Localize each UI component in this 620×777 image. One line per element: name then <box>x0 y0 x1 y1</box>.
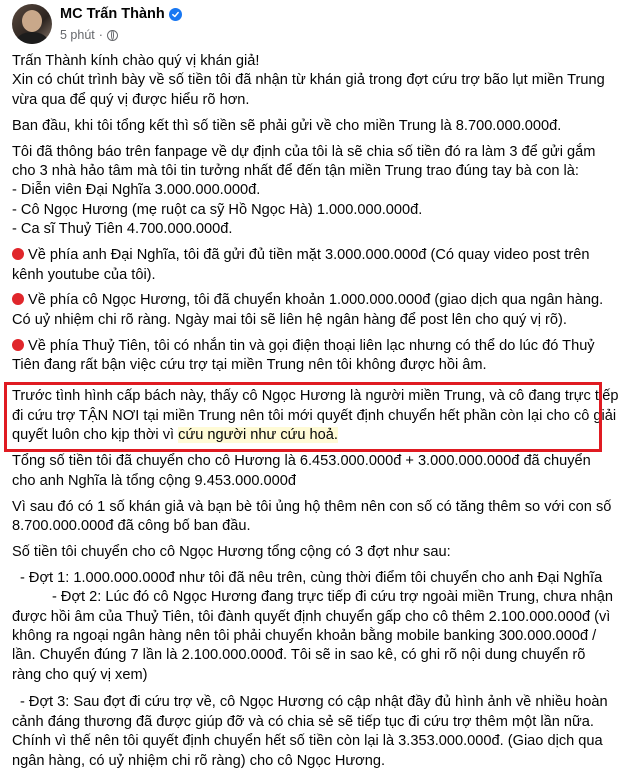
text-line: Tiên đang rất bận việc cứu trợ tại miền Trung nên tôi không được hồi âm. <box>12 357 487 374</box>
globe-icon[interactable] <box>107 30 118 41</box>
paragraph-initial-total <box>12 117 612 136</box>
text-line: 8.700.000.000đ đã công bố ban đầu. <box>12 518 251 535</box>
text-line: vừa qua để quý vị được hiểu rõ hơn. <box>12 91 250 108</box>
text-line: Xin có chút trình bày về số tiền tôi đã nhận từ khán giả trong đợt cứu trợ bão lụt miền Trung <box>12 72 605 89</box>
paragraph-thuy-tien <box>12 337 612 376</box>
text-line: đi cứu trợ TẬN NƠI tại miền Trung nên tôi mới quyết định chuyển hết phần còn lại cho cô giải <box>12 407 617 424</box>
text-line: Vì sau đó có 1 số khán giả và bạn bè tôi ủng hộ thêm nên con số có tăng thêm so với con số <box>12 498 612 515</box>
text-line: Trước tình hình cấp bách này, thấy cô Ngọc Hương là người miền Trung, và cô đang trực tiếp <box>12 388 619 405</box>
text-line: không ra ngoại ngân hàng nên tôi phải chuyển khoản bằng mobile banking 300.000.000đ / <box>12 628 597 645</box>
text-segment: quyết luôn cho kịp thời vì <box>12 426 175 443</box>
text-line: cho anh Nghĩa là tổng cộng 9.453.000.000đ <box>12 472 297 489</box>
red-circle-icon <box>12 248 24 260</box>
red-circle-icon <box>12 293 24 305</box>
text-line: Có uỷ nhiệm chi rõ ràng. Ngày mai tôi sẽ liên hệ ngân hàng để post lên cho quý vị rõ). <box>12 311 567 328</box>
post-subline <box>60 26 182 44</box>
paragraph-total-transferred <box>12 452 612 491</box>
text-line: Chính vì thế nên tôi quyết định chuyển hết số tiền còn lại là 3.353.000.000đ. (Giao dịch qua <box>12 733 603 750</box>
text-line: Tôi đã thông báo trên fanpage về dự định của tôi là sẽ chia số tiền đó ra làm 3 để gửi gắm <box>12 143 596 160</box>
text-line <box>12 337 612 356</box>
red-circle-icon <box>12 339 24 351</box>
text-line: Ban đầu, khi tôi tổng kết thì số tiền sẽ phải gửi về cho miền Trung là 8.700.000.000đ. <box>12 117 562 134</box>
highlighted-text: cứu người như cứu hoả. <box>178 426 338 443</box>
paragraph-installments-1-2 <box>12 569 612 685</box>
list-item: - Cô Ngọc Hương (mẹ ruột ca sỹ Hồ Ngọc Hà) 1.000.000.000đ. <box>12 201 423 218</box>
list-item: - Ca sĩ Thuỷ Tiên 4.700.000.000đ. <box>12 221 233 238</box>
list-item: - Đợt 1: 1.000.000.000đ như tôi đã nêu trên, cùng thời điểm tôi chuyển cho anh Đại Nghĩa <box>20 569 603 586</box>
paragraph-greeting <box>12 52 612 110</box>
text-line <box>12 246 612 265</box>
highlight-box <box>4 382 602 452</box>
separator-dot: · <box>98 28 103 42</box>
post-meta <box>60 4 182 44</box>
verified-badge-icon <box>169 8 182 21</box>
author-name[interactable]: MC Trấn Thành <box>60 6 165 22</box>
text-line: Số tiền tôi chuyển cho cô Ngọc Hương tổng cộng có 3 đợt như sau: <box>12 543 451 560</box>
paragraph-dai-nghia <box>12 246 612 285</box>
text-line: Tổng số tiền tôi đã chuyển cho cô Hương là 6.453.000.000đ + 3.000.000.000đ đã chuyển <box>12 453 591 470</box>
paragraph-ngoc-huong <box>12 291 612 330</box>
author-row <box>60 4 182 24</box>
text-line: lần. Chuyển đúng 7 lần là 2.100.000.000đ. Tôi sẽ in sao kê, có ghi rõ nội dung chuyển rõ <box>12 647 586 664</box>
list-item: - Đợt 3: Sau đợt đi cứu trợ về, cô Ngọc Hương có cập nhật đầy đủ hình ảnh về nhiều hoàn <box>20 694 608 711</box>
author-avatar[interactable] <box>12 4 52 44</box>
text-segment: Về phía anh Đại Nghĩa, tôi đã gửi đủ tiền mặt 3.000.000.000đ (Có quay video post trên <box>28 247 590 264</box>
text-line: cho 3 nhà hảo tâm mà tôi tin tưởng nhất để đến tận miền Trung trao đúng tay bà con là: <box>12 163 579 180</box>
text-line: được hồi âm của Thuỷ Tiên, tôi đành quyết định chuyển gấp cho cô thêm 2.100.000.000đ (vì <box>12 608 611 625</box>
list-item: - Đợt 2: Lúc đó cô Ngọc Hương đang trực tiếp đi cứu trợ ngoài miền Trung, chưa nhận <box>52 589 614 606</box>
text-line <box>12 291 612 310</box>
paragraph-installments-intro <box>12 543 612 562</box>
text-line: kênh youtube của tôi). <box>12 266 156 283</box>
post-header <box>12 4 182 44</box>
paragraph-highlighted <box>12 382 619 449</box>
post-body <box>12 52 619 777</box>
text-segment: Về phía cô Ngọc Hương, tôi đã chuyển khoản 1.000.000.000đ (giao dịch qua ngân hàng. <box>28 292 604 309</box>
list-item: - Diễn viên Đại Nghĩa 3.000.000.000đ. <box>12 182 261 199</box>
paragraph-extra-donations <box>12 498 612 537</box>
text-line: ràng cho quý vị xem) <box>12 666 148 683</box>
text-segment: Về phía Thuỷ Tiên, tôi có nhắn tin và gọi điện thoại liên lạc nhưng có thể do lúc đó Thuỷ <box>28 337 595 354</box>
paragraph-plan <box>12 143 612 240</box>
text-line: ngân hàng, có uỷ nhiệm chi rõ ràng) cho cô Ngọc Hương. <box>12 752 386 769</box>
text-line: cảnh đáng thương đã được giúp đỡ và có chia sẻ sẽ tiếp tục đi cứu trợ thêm một lần nữa. <box>12 713 594 730</box>
text-line: Trấn Thành kính chào quý vị khán giả! <box>12 53 260 69</box>
post-time[interactable]: 5 phút <box>60 28 95 42</box>
paragraph-installment-3 <box>12 693 612 771</box>
